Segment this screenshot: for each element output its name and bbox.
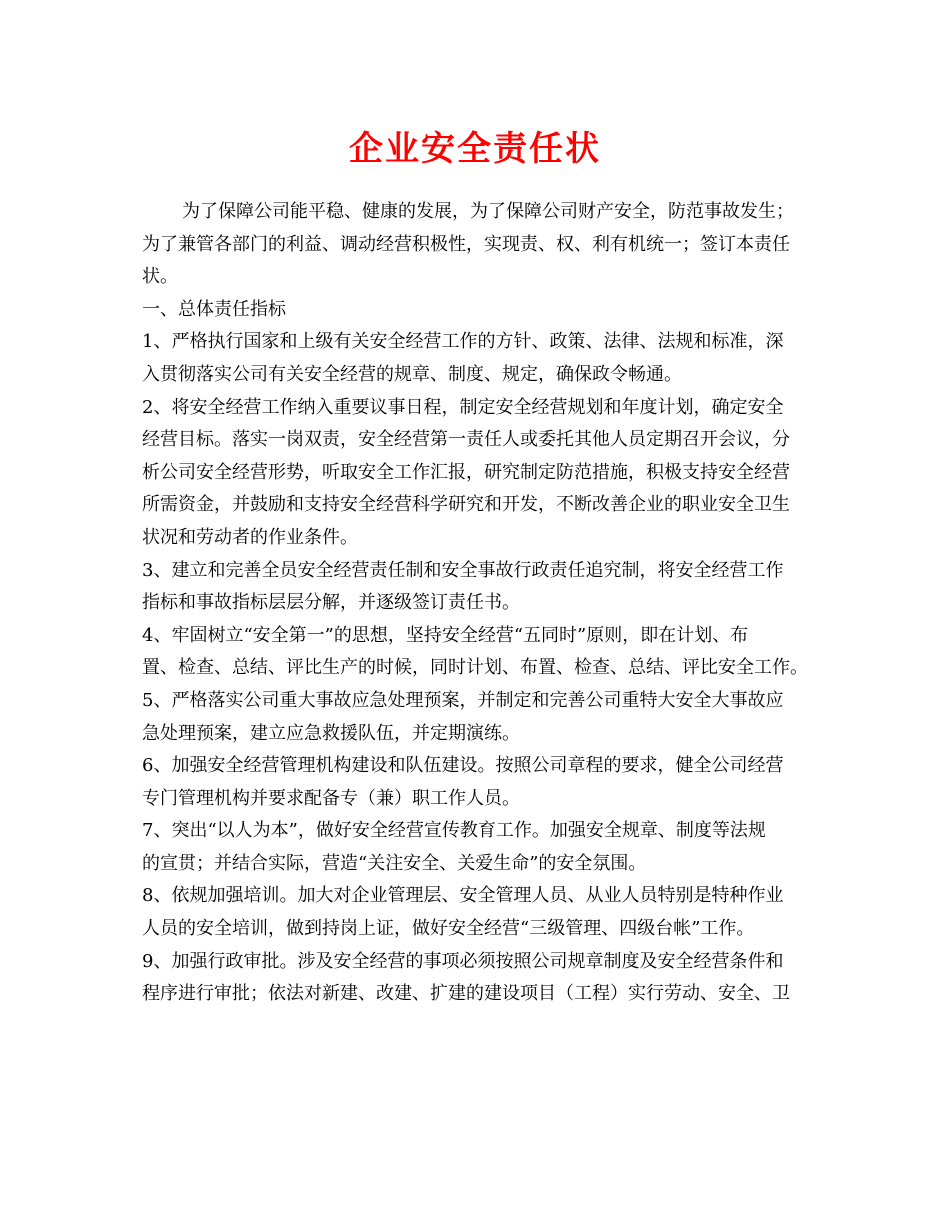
document-text-line: 9、加强行政审批。涉及安全经营的事项必须按照公司规章制度及安全经营条件和 <box>142 950 784 972</box>
document-text-line: 8、依规加强培训。加大对企业管理层、安全管理人员、从业人员特别是特种作业 <box>142 885 784 907</box>
document-text-line: 急处理预案，建立应急救援队伍，并定期演练。 <box>142 722 520 744</box>
document-text-line: 为了保障公司能平稳、健康的发展，为了保障公司财产安全，防范事故发生； <box>182 201 794 222</box>
document-text-line: 状况和劳动者的作业条件。 <box>142 526 358 548</box>
document-text-line: 4、牢固树立“安全第一”的思想，坚持安全经营“五同时”原则，即在计划、布 <box>142 624 749 646</box>
document-text-line: 析公司安全经营形势，听取安全工作汇报，研究制定防范措施，积极支持安全经营 <box>142 461 790 483</box>
document-text-line: 7、突出“以人为本”，做好安全经营宣传教育工作。加强安全规章、制度等法规 <box>142 820 766 842</box>
document-text-line: 入贯彻落实公司有关安全经营的规章、制度、规定，确保政令畅通。 <box>142 363 682 385</box>
document-text-line: 置、检查、总结、评比生产的时候，同时计划、布置、检查、总结、评比安全工作。 <box>142 657 808 679</box>
document-text-line: 指标和事故指标层层分解，并逐级签订责任书。 <box>142 592 520 614</box>
document-text-line: 为了兼管各部门的利益、调动经营积极性，实现责、权、利有机统一；签订本责任 <box>142 233 790 255</box>
document-text-line: 1、严格执行国家和上级有关安全经营工作的方针、政策、法律、法规和标准，深 <box>142 331 784 353</box>
document-text-line: 5、严格落实公司重大事故应急处理预案，并制定和完善公司重特大安全大事故应 <box>142 689 784 711</box>
document-text-line: 2、将安全经营工作纳入重要议事日程，制定安全经营规划和年度计划，确定安全 <box>142 396 784 418</box>
document-text-line: 所需资金，并鼓励和支持安全经营科学研究和开发，不断改善企业的职业安全卫生 <box>142 494 790 516</box>
document-text-line: 程序进行审批；依法对新建、改建、扩建的建设项目（工程）实行劳动、安全、卫 <box>142 983 790 1005</box>
document-text-line: 经营目标。落实一岗双责，安全经营第一责任人或委托其他人员定期召开会议，分 <box>142 429 790 451</box>
document-text-line: 一、总体责任指标 <box>142 298 286 320</box>
document-text-line: 状。 <box>142 266 178 288</box>
document-text-line: 专门管理机构并要求配备专（兼）职工作人员。 <box>142 787 520 809</box>
document-text-line: 6、加强安全经营管理机构建设和队伍建设。按照公司章程的要求，健全公司经营 <box>142 755 784 777</box>
document-body <box>142 196 814 1011</box>
document-title: 企业安全责任状 <box>349 129 601 169</box>
document-text-line: 人员的安全培训，做到持岗上证，做好安全经营“三级管理、四级台帐”工作。 <box>142 918 755 940</box>
document-text-line: 的宣贯；并结合实际，营造“关注安全、关爱生命”的安全氛围。 <box>142 852 647 874</box>
document-text-line: 3、建立和完善全员安全经营责任制和安全事故行政责任追究制，将安全经营工作 <box>142 559 784 581</box>
